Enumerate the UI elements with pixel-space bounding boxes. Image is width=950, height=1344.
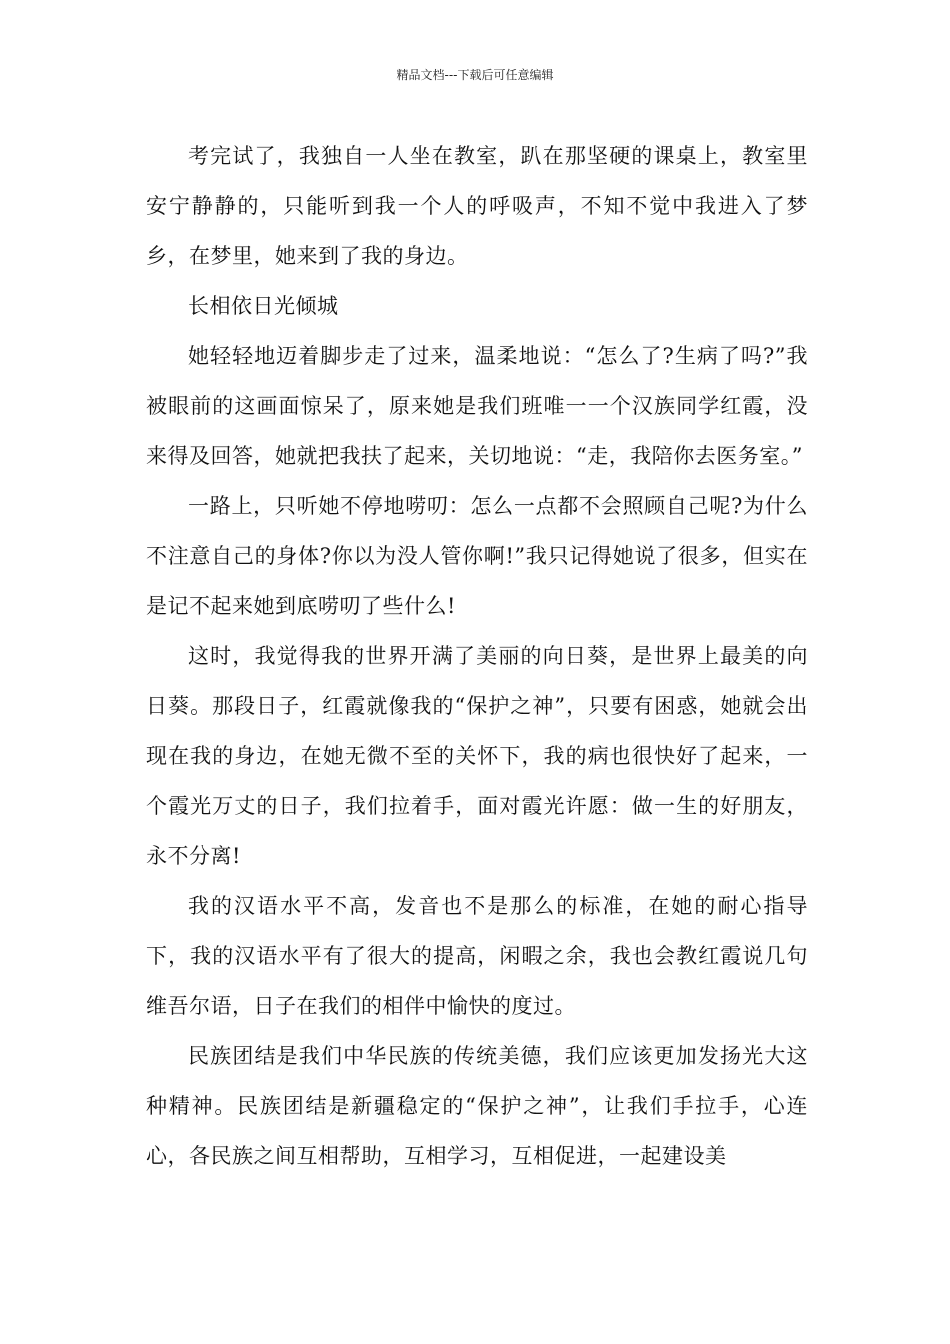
paragraph-7: 民族团结是我们中华民族的传统美德，我们应该更加发扬光大这种精神。民族团结是新疆稳定的“保护之神”，让我们手拉手，心连心，各民族之间互相帮助，互相学习，互相促进，一起建设美 [146,1044,808,1168]
paragraph-5: 这时，我觉得我的世界开满了美丽的向日葵，是世界上最美的向日葵。那段日子，红霞就像我的“保护之神”，只要有困惑，她就会出现在我的身边，在她无微不至的关怀下，我的病也很快好了起来，一个霞光万丈的日子，我们拉着手，面对霞光许愿：做一生的好朋友，永不分离! [146,644,808,868]
paragraph-4: 一路上，只听她不停地唠叨：怎么一点都不会照顾自己呢?为什么不注意自己的身体?你以为没人管你啊!”我只记得她说了很多，但实在是记不起来她到底唠叨了些什么! [146,494,808,618]
paragraph-2: 长相依日光倾城 [188,294,339,318]
paragraph-3: 她轻轻地迈着脚步走了过来，温柔地说：“怎么了?生病了吗?”我被眼前的这画面惊呆了，原来她是我们班唯一一个汉族同学红霞，没来得及回答，她就把我扶了起来，关切地说：“走，我陪你去医务室。” [146,344,808,468]
paragraph-1: 考完试了，我独自一人坐在教室，趴在那坚硬的课桌上，教室里安宁静静的，只能听到我一个人的呼吸声，不知不觉中我进入了梦乡，在梦里，她来到了我的身边。 [146,144,808,268]
paragraph-6: 我的汉语水平不高，发音也不是那么的标准，在她的耐心指导下，我的汉语水平有了很大的提高，闲暇之余，我也会教红霞说几句维吾尔语，日子在我们的相伴中愉快的度过。 [146,894,808,1018]
page-header: 精品文档---下载后可任意编辑 [396,68,554,82]
document-body [146,131,808,1181]
